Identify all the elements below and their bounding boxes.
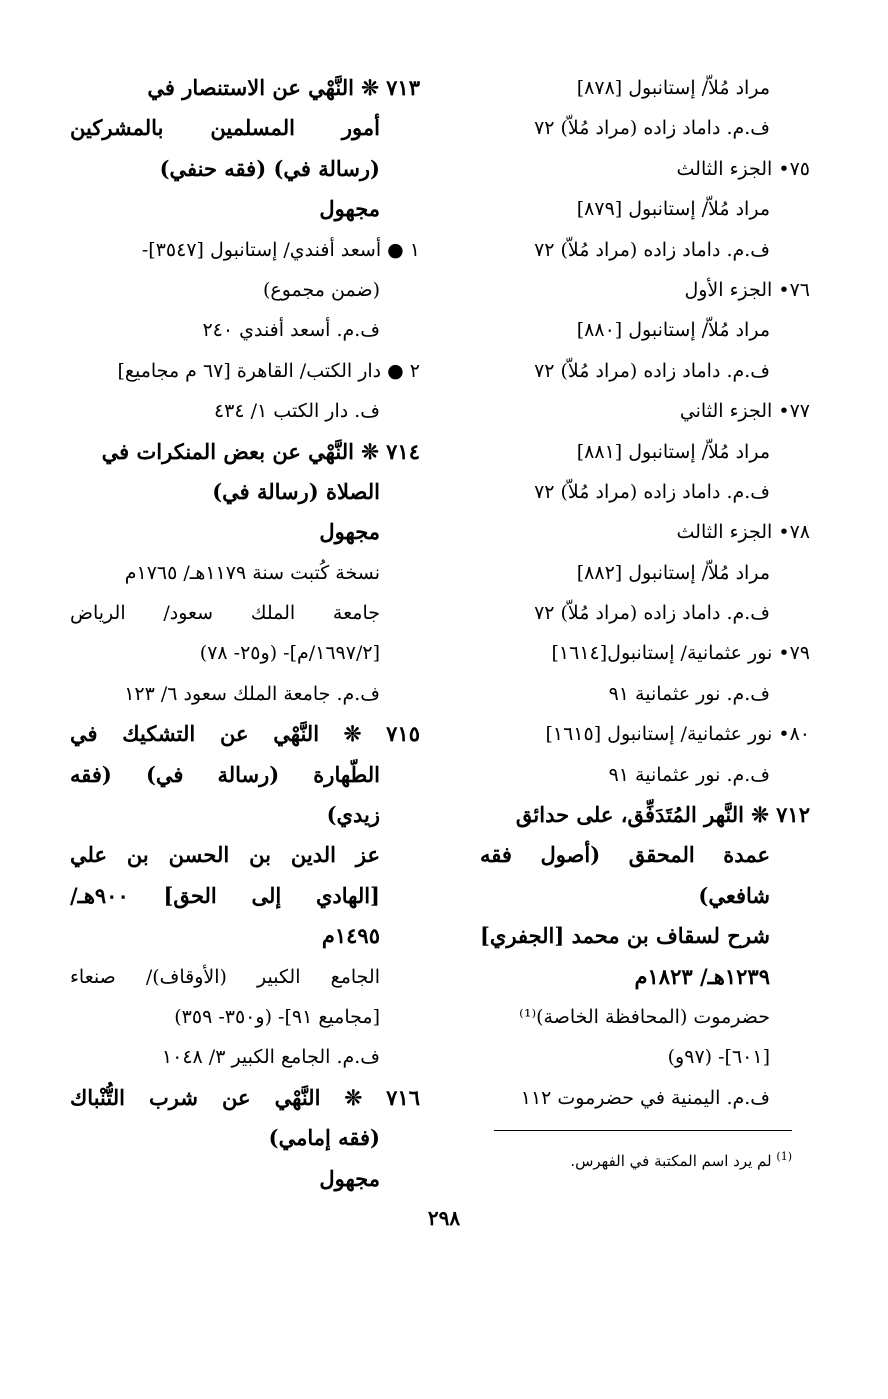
left-column-line: (ضمن مجموع): [262, 278, 380, 301]
right-column-line: ف.م. داماد زاده (مراد مُلاّ) ٧٢: [534, 117, 770, 140]
left-column-line: ١ ● أسعد أفندي/ إستانبول [٣٥٤٧]-: [141, 238, 420, 261]
left-column-line: زيدي): [326, 802, 380, 828]
right-column-line: ف.م. داماد زاده (مراد مُلاّ) ٧٢: [534, 238, 770, 261]
right-column-line: ٧٥• الجزء الثالث: [676, 157, 810, 180]
right-column-line: ف.م. نور عثمانية ٩١: [608, 682, 770, 705]
left-column-line: [١٦٩٧/٢/م]- (و٢٥- ٧٨): [199, 642, 380, 665]
footnote: [570, 1150, 792, 1170]
right-column-line: ف.م. داماد زاده (مراد مُلاّ) ٧٢: [534, 359, 770, 382]
right-column-line: حضرموت (المحافظة الخاصة)⁽¹⁾: [519, 1005, 770, 1028]
left-column-line: ف. دار الكتب ١/ ٤٣٤: [213, 400, 380, 423]
left-column-line: ٧١٥ ❊ النَّهْي عن التشكيك في: [70, 721, 420, 747]
left-column-line: ١٤٩٥م: [321, 923, 380, 949]
right-column-line: ٨٠• نور عثمانية/ إستانبول [١٦١٥]: [545, 723, 810, 746]
left-column-line: ٧١٤ ❊ النَّهْي عن بعض المنكرات في: [101, 438, 420, 464]
right-column-line: ٧١٢ ❊ النَّهر المُتَدَفِّق، على حدائق: [515, 802, 810, 828]
footnote-text: لم يرد اسم المكتبة في الفهرس.: [570, 1152, 772, 1170]
right-column-line: مراد مُلاّ/ إستانبول [٨٨١]: [576, 440, 770, 463]
right-column-line: شافعي): [698, 882, 770, 908]
left-column-line: مجهول: [319, 196, 380, 222]
right-column-line: مراد مُلاّ/ إستانبول [٨٧٨]: [576, 77, 770, 99]
right-column-line: ٧٩• نور عثمانية/ إستانبول[١٦١٤]: [551, 642, 810, 665]
right-column-line: عمدة المحقق (أصول فقه: [480, 842, 770, 868]
right-column-line: ف.م. داماد زاده (مراد مُلاّ) ٧٢: [534, 480, 770, 503]
right-column-line: ف.م. اليمنية في حضرموت ١١٢: [520, 1086, 770, 1109]
right-column-line: [٦٠١]- (٩٧و): [667, 1046, 770, 1069]
left-column-line: (رسالة في) (فقه حنفي): [159, 155, 380, 181]
left-column-line: ٧١٦ ❊ النَّهْي عن شرب التُّنْباك: [70, 1084, 420, 1110]
right-column-line: ف.م. داماد زاده (مراد مُلاّ) ٧٢: [534, 602, 770, 625]
left-column-line: (فقه إمامي): [268, 1125, 380, 1151]
right-column-line: ١٢٣٩هـ/ ١٨٢٣م: [634, 963, 770, 989]
left-column-line: ف.م. أسعد أفندي ٢٤٠: [202, 319, 380, 342]
left-column-line: [الهادي إلى الحق] ٩٠٠هـ/: [70, 882, 380, 908]
right-column-line: ٧٨• الجزء الثالث: [676, 521, 810, 544]
right-column-line: ٧٦• الجزء الأول: [684, 278, 810, 301]
right-column-line: مراد مُلاّ/ إستانبول [٨٨٢]: [576, 561, 770, 584]
right-column-line: ٧٧• الجزء الثاني: [679, 400, 810, 423]
left-column-line: ف.م. جامعة الملك سعود ٦/ ١٢٣: [124, 682, 380, 705]
left-column-line: مجهول: [319, 519, 380, 545]
footnote-separator: [494, 1130, 792, 1131]
footnote-marker: (1): [776, 1150, 792, 1163]
right-column-line: مراد مُلاّ/ إستانبول [٨٨٠]: [576, 319, 770, 342]
left-column-line: الصلاة (رسالة في): [212, 478, 380, 504]
left-column-line: ف.م. الجامع الكبير ٣/ ١٠٤٨: [161, 1046, 380, 1069]
left-column-line: ٧١٣ ❊ النَّهْي عن الاستنصار في: [147, 75, 420, 100]
right-column: [480, 68, 810, 1118]
page-number: ٢٩٨: [427, 1206, 461, 1230]
left-column-line: جامعة الملك سعود/ الرياض: [70, 602, 380, 625]
left-column-line: الطّهارة (رسالة في) (فقه: [70, 761, 380, 787]
right-column-line: مراد مُلاّ/ إستانبول [٨٧٩]: [576, 198, 770, 221]
left-column-line: [مجاميع ٩١]- (و٣٥٠- ٣٥٩): [174, 1005, 380, 1028]
left-column: [70, 68, 420, 1199]
right-column-line: شرح لسقاف بن محمد [الجفري]: [480, 923, 770, 949]
left-column-line: ٢ ● دار الكتب/ القاهرة [٦٧ م مجاميع]: [117, 359, 420, 382]
left-column-line: الجامع الكبير (الأوقاف)/ صنعاء: [70, 965, 380, 988]
left-column-line: عز الدين بن الحسن بن علي: [70, 842, 380, 868]
right-column-line: ف.م. نور عثمانية ٩١: [608, 763, 770, 786]
left-column-line: أمور المسلمين بالمشركين: [70, 115, 380, 141]
left-column-line: مجهول: [319, 1165, 380, 1191]
left-column-line: نسخة كُتبت سنة ١١٧٩هـ/ ١٧٦٥م: [124, 561, 380, 584]
